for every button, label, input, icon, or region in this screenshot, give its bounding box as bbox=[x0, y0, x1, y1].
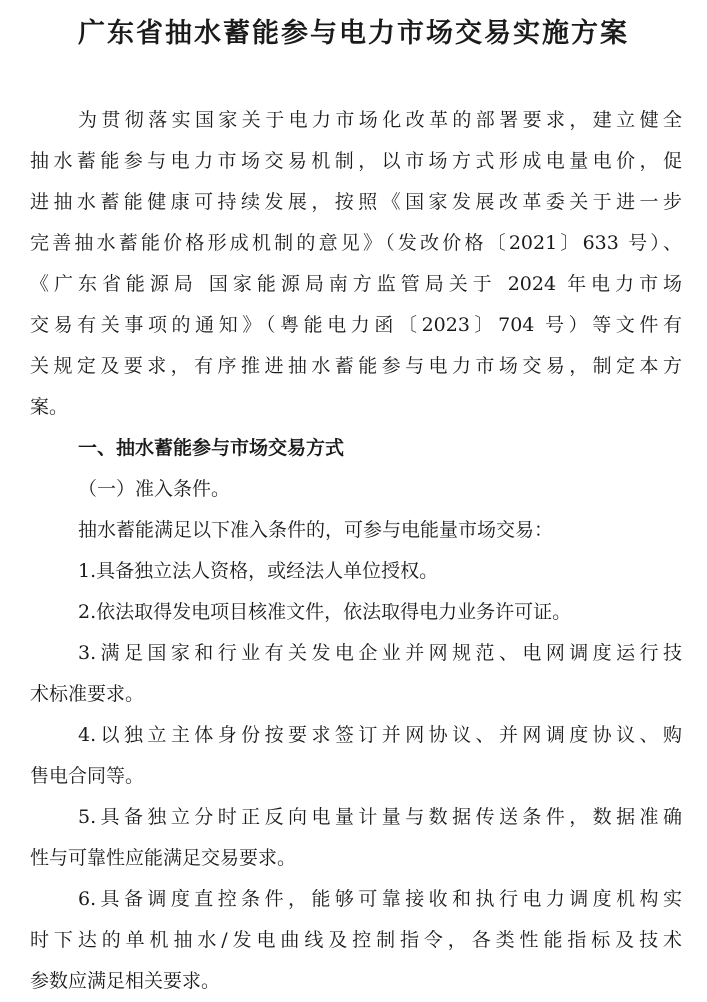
condition-item-5 bbox=[30, 797, 682, 879]
text-line: 术标准要求。 bbox=[30, 683, 145, 705]
text-line: 5.具备独立分时正反向电量计量与数据传送条件，数据准确 bbox=[78, 806, 682, 828]
text-line: 时下达的单机抽水/发电曲线及控制指令，各类性能指标及技术 bbox=[30, 929, 682, 951]
document-title: 广东省抽水蓄能参与电力市场交易实施方案 bbox=[78, 18, 629, 49]
text-line: 4.以独立主体身份按要求签订并网协议、并网调度协议、购 bbox=[78, 724, 682, 746]
text-line: 进抽水蓄能健康可持续发展，按照《国家发展改革委关于进一步 bbox=[30, 191, 682, 213]
text-line: 3.满足国家和行业有关发电企业并网规范、电网调度运行技 bbox=[78, 642, 682, 664]
section-heading: 一、抽水蓄能参与市场交易方式 bbox=[78, 437, 345, 459]
text-line: 为贯彻落实国家关于电力市场化改革的部署要求，建立健全 bbox=[78, 109, 682, 131]
text-line: 《广东省能源局 国家能源局南方监管局关于 2024 年电力市场 bbox=[30, 273, 682, 295]
text-line: 关规定及要求，有序推进抽水蓄能参与电力市场交易，制定本方 bbox=[30, 355, 682, 377]
text-line: 参数应满足相关要求。 bbox=[30, 970, 221, 992]
text-line: 完善抽水蓄能价格形成机制的意见》（发改价格〔2021〕633 号）、 bbox=[30, 232, 682, 254]
document-body bbox=[30, 100, 682, 1002]
text-line: 售电合同等。 bbox=[30, 765, 145, 787]
text-line: 抽水蓄能参与电力市场交易机制，以市场方式形成电量电价，促 bbox=[30, 150, 682, 172]
intro-paragraph bbox=[30, 100, 682, 428]
condition-item-2: 2.依法取得发电项目核准文件，依法取得电力业务许可证。 bbox=[78, 601, 572, 623]
text-line: 6.具备调度直控条件，能够可靠接收和执行电力调度机构实 bbox=[78, 888, 682, 910]
condition-item-3 bbox=[30, 633, 682, 715]
condition-item-4 bbox=[30, 715, 682, 797]
conditions-intro: 抽水蓄能满足以下准入条件的，可参与电能量市场交易： bbox=[78, 519, 554, 541]
text-line: 交易有关事项的通知》（粤能电力函〔2023〕704 号）等文件有 bbox=[30, 314, 682, 336]
text-line: 案。 bbox=[30, 396, 69, 418]
condition-item-6 bbox=[30, 879, 682, 1002]
subsection-heading: （一）准入条件。 bbox=[78, 478, 231, 500]
text-line: 性与可靠性应能满足交易要求。 bbox=[30, 847, 297, 869]
condition-item-1: 1.具备独立法人资格，或经法人单位授权。 bbox=[78, 560, 439, 582]
